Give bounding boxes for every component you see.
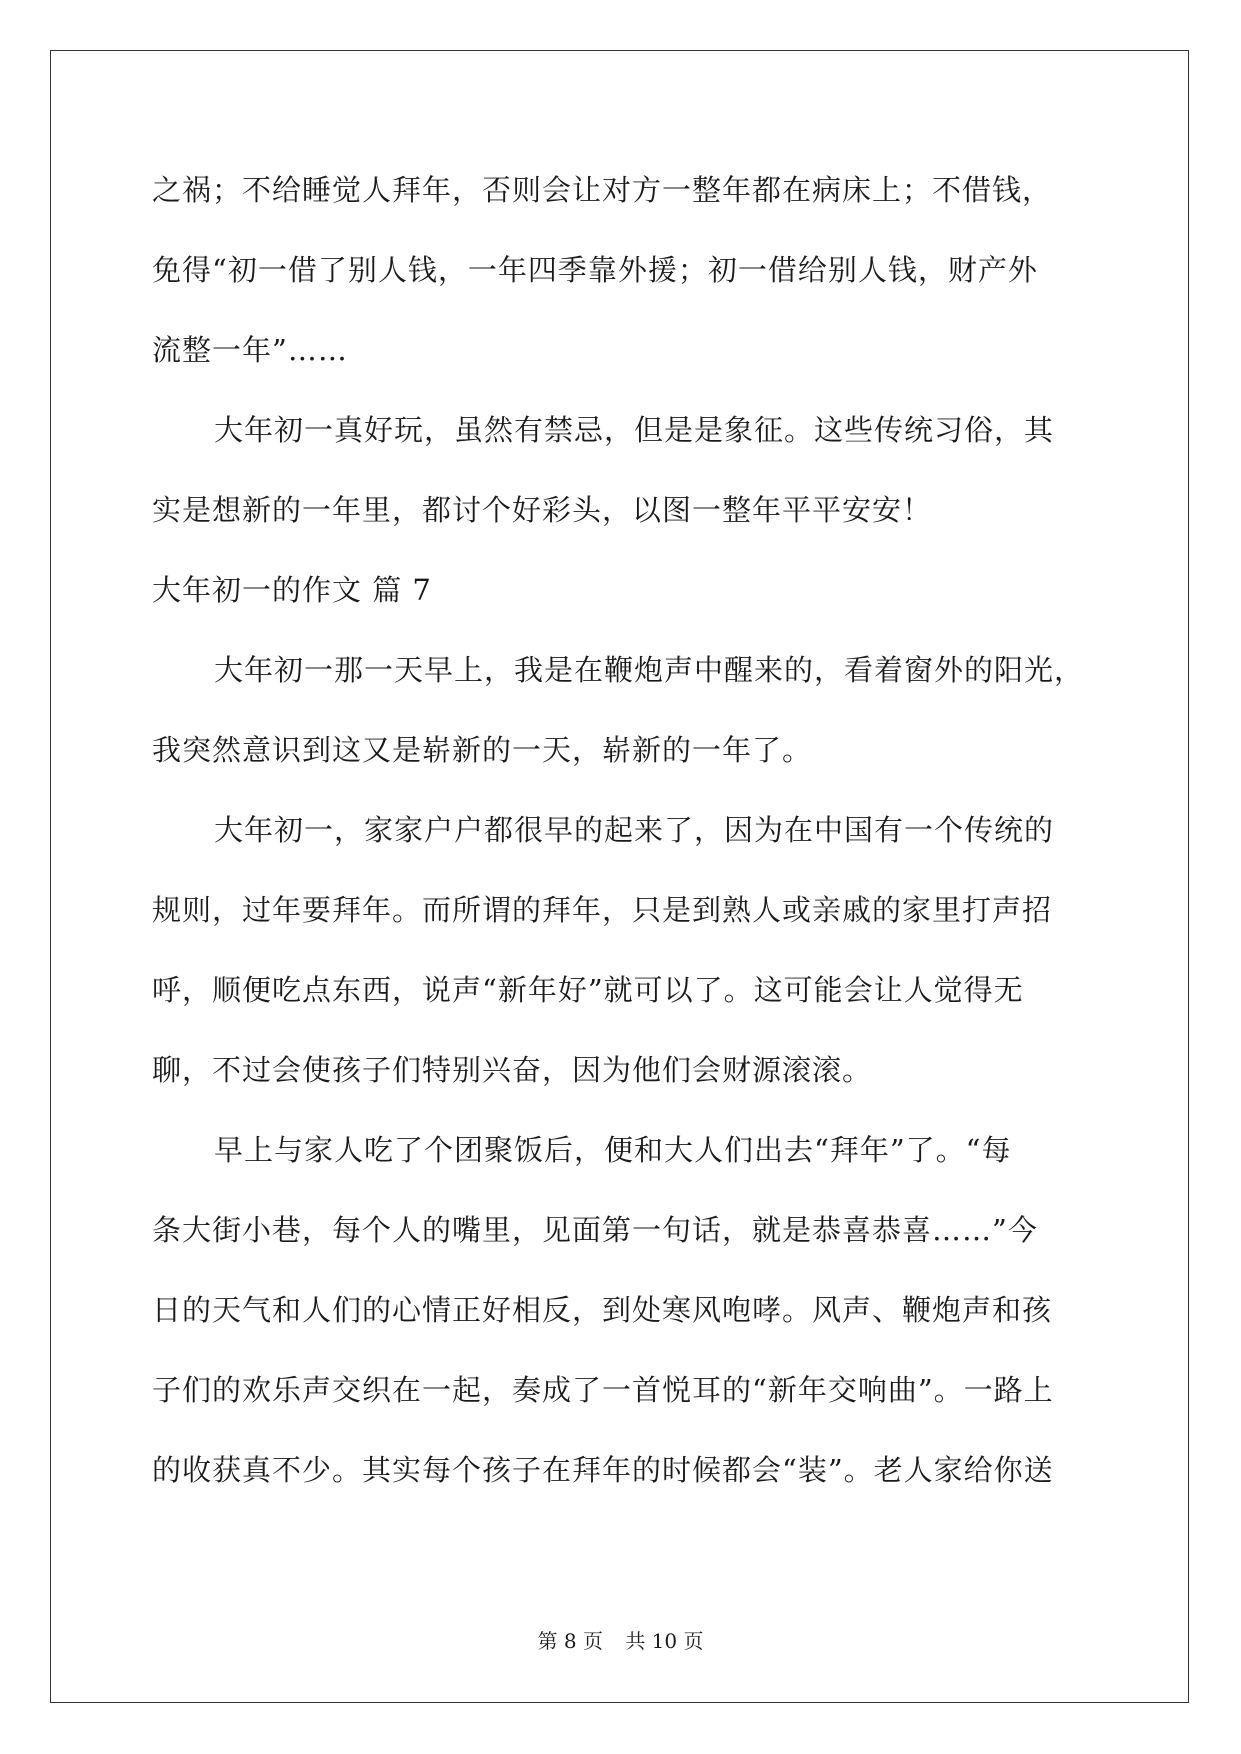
text-line: 呼，顺便吃点东西，说声“新年好”就可以了。这可能会让人觉得无	[152, 973, 1024, 1007]
text-line: 早上与家人吃了个团聚饭后，便和大人们出去“拜年”了。“每	[214, 1133, 1012, 1167]
text-line: 大年初一真好玩，虽然有禁忌，但是是象征。这些传统习俗，其	[214, 413, 1055, 447]
text-line: 实是想新的一年里，都讨个好彩头，以图一整年平平安安！	[152, 493, 933, 527]
text-line: 日的天气和人们的心情正好相反，到处寒风咆哮。风声、鞭炮声和孩	[152, 1293, 1053, 1327]
section-heading: 大年初一的作文 篇 7	[152, 573, 432, 607]
page-number: 第 8 页	[537, 1629, 603, 1653]
text-line: 大年初一，家家户户都很早的起来了，因为在中国有一个传统的	[214, 813, 1055, 847]
text-line: 子们的欢乐声交织在一起，奏成了一首悦耳的“新年交响曲”。一路上	[152, 1373, 1054, 1407]
page-footer	[0, 1625, 1241, 1654]
page-total: 共 10 页	[625, 1629, 704, 1653]
text-line: 免得“初一借了别人钱，一年四季靠外援；初一借给别人钱，财产外	[152, 253, 1038, 287]
text-line: 大年初一那一天早上，我是在鞭炮声中醒来的，看着窗外的阳光，	[214, 653, 1085, 687]
text-line: 流整一年”……	[152, 333, 348, 367]
text-line: 的收获真不少。其实每个孩子在拜年的时候都会“装”。老人家给你送	[152, 1453, 1054, 1487]
text-line: 聊，不过会使孩子们特别兴奋，因为他们会财源滚滚。	[152, 1053, 873, 1087]
text-line: 规则，过年要拜年。而所谓的拜年，只是到熟人或亲戚的家里打声招	[152, 893, 1053, 927]
text-line: 我突然意识到这又是崭新的一天，崭新的一年了。	[152, 733, 813, 767]
document-body	[152, 150, 1092, 1510]
text-line: 条大街小巷，每个人的嘴里，见面第一句话，就是恭喜恭喜……”今	[152, 1213, 1038, 1247]
text-line: 之祸；不给睡觉人拜年，否则会让对方一整年都在病床上；不借钱，	[152, 173, 1053, 207]
